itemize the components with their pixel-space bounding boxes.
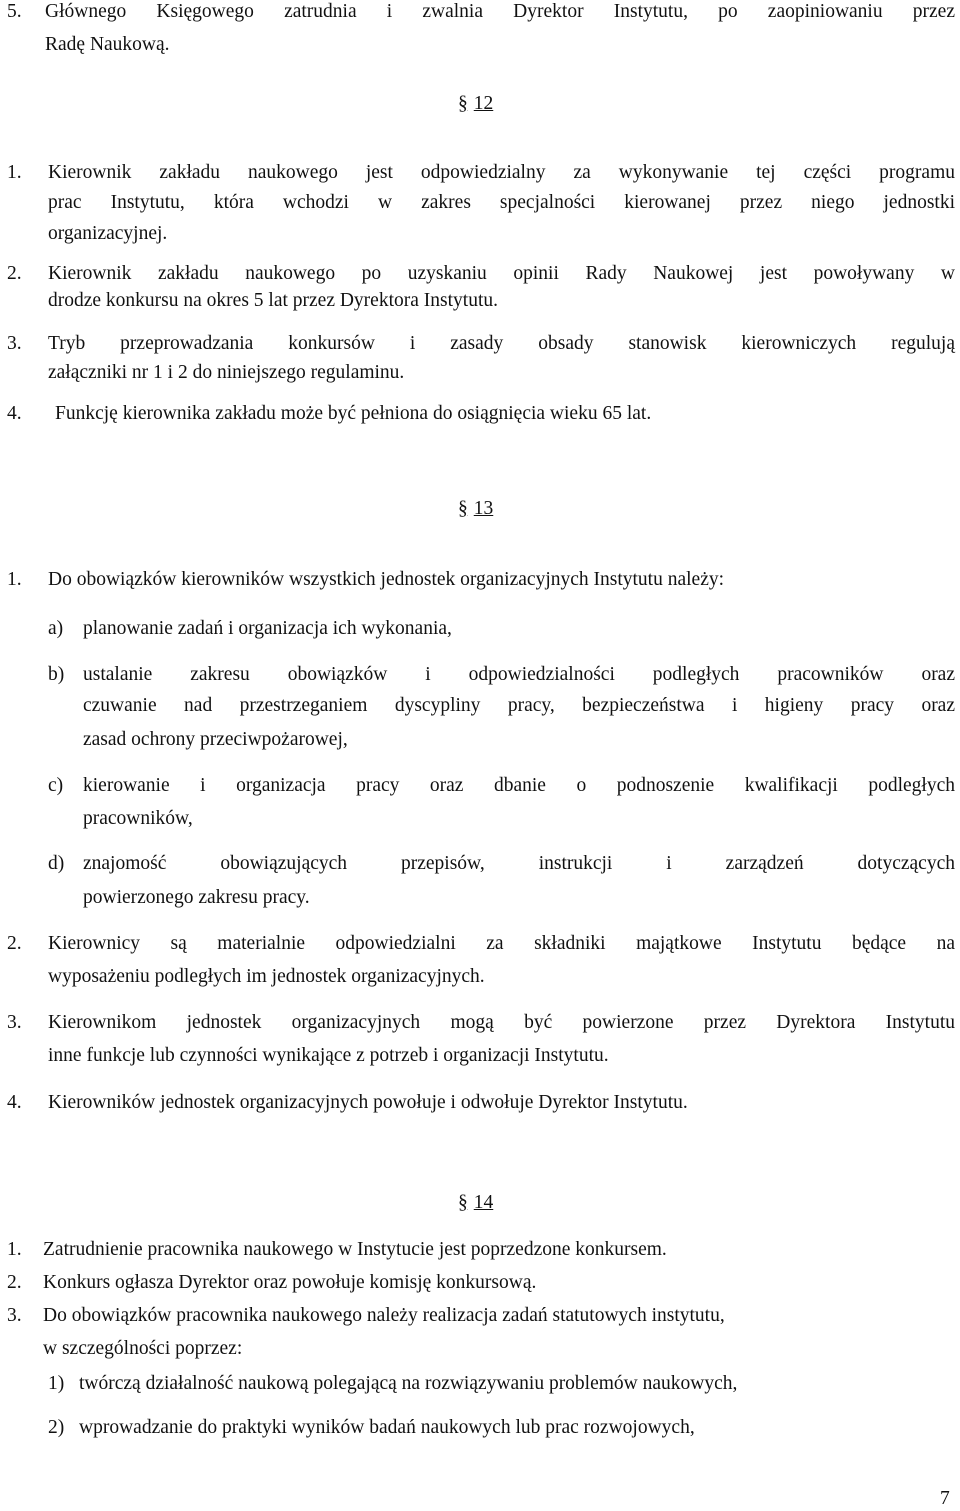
item-text: Radę Naukową. xyxy=(45,34,170,55)
item-text: prac Instytutu, która wchodzi w zakres specjalności kierowanej przez niego jednostki xyxy=(48,192,955,213)
item-text: Do obowiązków kierowników wszystkich jednostek organizacyjnych Instytutu należy: xyxy=(48,569,725,590)
section-heading xyxy=(458,497,493,521)
subitem-text: znajomość obowiązujących przepisów, instrukcji i zarządzeń dotyczących xyxy=(83,853,955,874)
item-text: załączniki nr 1 i 2 do niniejszego regulaminu. xyxy=(48,362,405,383)
item-number: 1. xyxy=(7,569,22,590)
item-text: Kierownikom jednostek organizacyjnych mogą być powierzone przez Dyrektora Instytutu xyxy=(48,1012,955,1033)
item-text: organizacyjnej. xyxy=(48,223,168,244)
section-number: 13 xyxy=(473,498,494,519)
item-number: 1. xyxy=(7,1239,22,1260)
subitem-number: 2) xyxy=(48,1417,65,1438)
item-text: drodze konkursu na okres 5 lat przez Dyrektora Instytutu. xyxy=(48,290,498,311)
item-text: Zatrudnienie pracownika naukowego w Instytucie jest poprzedzone konkursem. xyxy=(43,1239,667,1260)
subitem-letter: d) xyxy=(48,853,65,874)
item-number: 3. xyxy=(7,1305,22,1326)
subitem-text: pracowników, xyxy=(83,808,193,829)
item-number: 4. xyxy=(7,403,22,424)
subitem-text: ustalanie zakresu obowiązków i odpowiedzialności podległych pracowników oraz xyxy=(83,664,955,685)
subitem-text: czuwanie nad przestrzeganiem dyscypliny pracy, bezpieczeństwa i higieny pracy oraz xyxy=(83,695,955,716)
subitem-text: twórczą działalność naukową polegającą na rozwiązywaniu problemów naukowych, xyxy=(79,1373,738,1394)
page-number: 7 xyxy=(940,1488,950,1509)
subitem-text: kierowanie i organizacja pracy oraz dbanie o podnoszenie kwalifikacji podległych xyxy=(83,775,955,796)
subitem-letter: a) xyxy=(48,618,64,639)
section-number: 14 xyxy=(473,1192,494,1213)
item-text: Kierownik zakładu naukowego jest odpowiedzialny za wykonywanie tej części programu xyxy=(48,162,955,183)
section-number: 12 xyxy=(473,93,494,114)
section-symbol: § xyxy=(458,498,468,519)
item-text: Kierowników jednostek organizacyjnych powołuje i odwołuje Dyrektor Instytutu. xyxy=(48,1092,688,1113)
subitem-text: powierzonego zakresu pracy. xyxy=(83,887,310,908)
section-heading xyxy=(458,1191,493,1215)
subitem-letter: c) xyxy=(48,775,64,796)
item-text: Konkurs ogłasza Dyrektor oraz powołuje komisję konkursową. xyxy=(43,1272,537,1293)
item-number: 5. xyxy=(7,1,22,22)
item-text: Kierownicy są materialnie odpowiedzialni za składniki majątkowe Instytutu będące na xyxy=(48,933,955,954)
item-number: 2. xyxy=(7,263,22,284)
item-number: 4. xyxy=(7,1092,22,1113)
item-number: 2. xyxy=(7,933,22,954)
item-number: 1. xyxy=(7,162,22,183)
item-text: inne funkcje lub czynności wynikające z potrzeb i organizacji Instytutu. xyxy=(48,1045,609,1066)
subitem-number: 1) xyxy=(48,1373,65,1394)
subitem-text: wprowadzanie do praktyki wyników badań naukowych lub prac rozwojowych, xyxy=(79,1417,695,1438)
item-text: wyposażeniu podległych im jednostek organizacyjnych. xyxy=(48,966,485,987)
item-text: Do obowiązków pracownika naukowego należy realizacja zadań statutowych instytutu, xyxy=(43,1305,725,1326)
item-number: 3. xyxy=(7,333,22,354)
subitem-text: planowanie zadań i organizacja ich wykonania, xyxy=(83,618,452,639)
item-text: Głównego Księgowego zatrudnia i zwalnia Dyrektor Instytutu, po zaopiniowaniu przez xyxy=(45,1,955,22)
item-text: Kierownik zakładu naukowego po uzyskaniu opinii Rady Naukowej jest powoływany w xyxy=(48,263,955,284)
item-text: w szczególności poprzez: xyxy=(43,1338,243,1359)
item-number: 3. xyxy=(7,1012,22,1033)
section-symbol: § xyxy=(458,1192,468,1213)
item-number: 2. xyxy=(7,1272,22,1293)
item-text: Funkcję kierownika zakładu może być pełniona do osiągnięcia wieku 65 lat. xyxy=(55,403,652,424)
section-symbol: § xyxy=(458,93,468,114)
section-heading xyxy=(458,92,493,116)
subitem-letter: b) xyxy=(48,664,65,685)
subitem-text: zasad ochrony przeciwpożarowej, xyxy=(83,729,348,750)
item-text: Tryb przeprowadzania konkursów i zasady obsady stanowisk kierowniczych regulują xyxy=(48,333,955,354)
